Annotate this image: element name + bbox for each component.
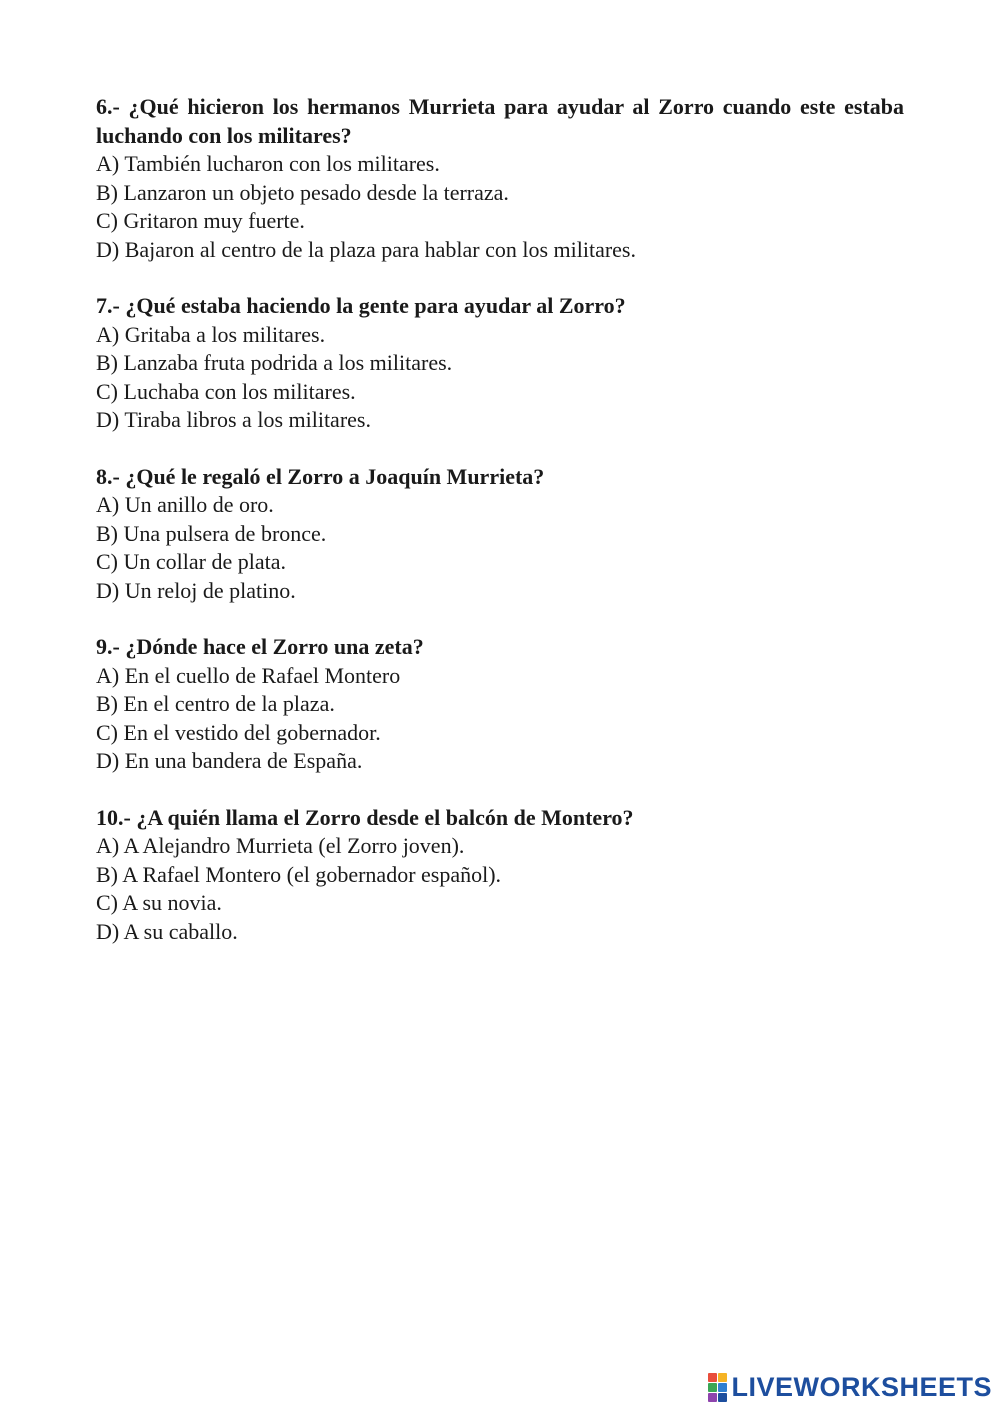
option-c[interactable]: C) Gritaron muy fuerte. [96,208,305,233]
option-b[interactable]: B) A Rafael Montero (el gobernador español). [96,861,502,887]
option-a[interactable]: A) Gritaba a los militares. [96,321,326,347]
option-b[interactable]: B) Lanzaba fruta podrida a los militares. [96,350,453,375]
worksheet-page [96,93,904,974]
logo-square [708,1393,717,1402]
option-a[interactable]: A) A Alejandro Murrieta (el Zorro joven). [96,833,465,858]
question-8 [96,463,904,606]
answer-options [96,321,904,435]
question-text: 7.- ¿Qué estaba haciendo la gente para ayudar al Zorro? [96,293,626,318]
option-d[interactable]: D) Un reloj de platino. [96,577,296,603]
logo-square [718,1383,727,1392]
liveworksheets-brand[interactable] [708,1372,992,1403]
option-d[interactable]: D) En una bandera de España. [96,748,363,773]
question-10 [96,804,904,947]
question-6 [96,93,904,264]
question-7 [96,292,904,435]
logo-square [718,1393,727,1402]
question-9 [96,633,904,776]
option-a[interactable]: A) También lucharon con los militares. [96,151,440,176]
option-d[interactable]: D) A su caballo. [96,918,238,944]
option-b[interactable]: B) Lanzaron un objeto pesado desde la terraza. [96,179,509,205]
question-text: 10.- ¿A quién llama el Zorro desde el balcón de Montero? [96,804,634,830]
answer-options [96,491,904,605]
option-b[interactable]: B) Una pulsera de bronce. [96,520,327,546]
logo-square [708,1373,717,1382]
option-c[interactable]: C) Un collar de plata. [96,549,286,574]
answer-options [96,662,904,776]
answer-options [96,150,904,264]
liveworksheets-logo-icon [708,1373,727,1402]
option-c[interactable]: C) Luchaba con los militares. [96,378,356,404]
option-d[interactable]: D) Tiraba libros a los militares. [96,407,371,432]
option-a[interactable]: A) Un anillo de oro. [96,492,274,517]
question-text: 9.- ¿Dónde hace el Zorro una zeta? [96,634,424,659]
question-text: 6.- ¿Qué hicieron los hermanos Murrieta para ayudar al Zorro cuando este estaba luchando con los militares? [96,94,904,148]
option-b[interactable]: B) En el centro de la plaza. [96,691,335,716]
option-d[interactable]: D) Bajaron al centro de la plaza para hablar con los militares. [96,236,636,262]
option-c[interactable]: C) En el vestido del gobernador. [96,719,381,745]
question-text: 8.- ¿Qué le regaló el Zorro a Joaquín Murrieta? [96,463,545,489]
logo-square [708,1383,717,1392]
option-a[interactable]: A) En el cuello de Rafael Montero [96,662,401,688]
answer-options [96,832,904,946]
option-c[interactable]: C) A su novia. [96,890,222,915]
logo-square [718,1373,727,1382]
brand-name: LIVEWORKSHEETS [731,1372,992,1402]
